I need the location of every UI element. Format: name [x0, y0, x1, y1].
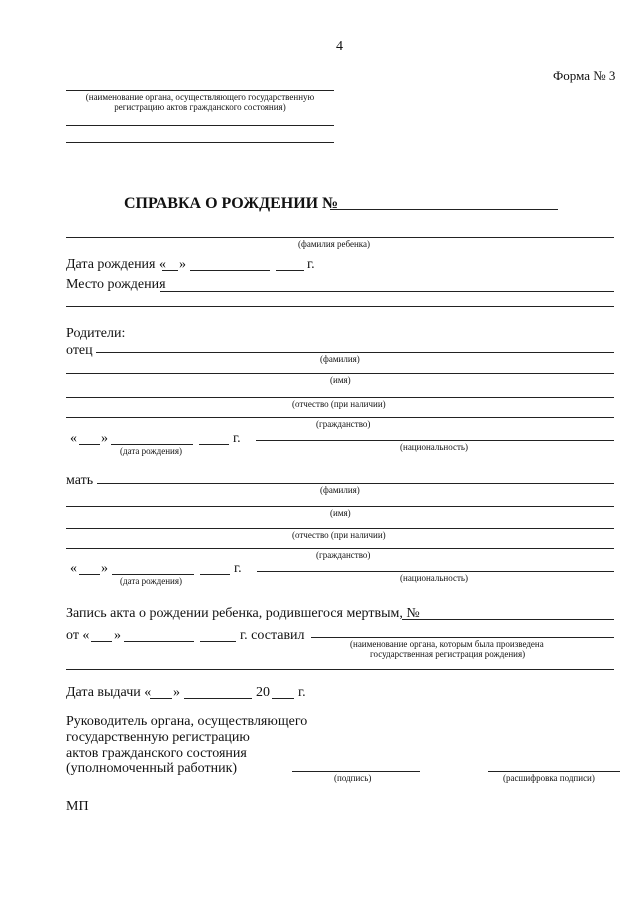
issue-year-suffix: г.: [298, 685, 306, 700]
birth-year-suffix: г.: [307, 257, 315, 272]
father-nationality-caption: (национальность): [400, 442, 468, 452]
record-close-quote: »: [114, 628, 121, 643]
issue-year-prefix: 20: [256, 685, 270, 700]
mother-year-suffix: г.: [234, 561, 242, 576]
issue-year-line: [272, 698, 294, 699]
father-birth-date-caption: (дата рождения): [120, 446, 182, 456]
signature-decoding-caption: (расшифровка подписи): [503, 773, 595, 783]
signature-decoding-line: [488, 771, 620, 772]
mother-birth-month-line: [112, 574, 194, 575]
stamp-place: МП: [66, 799, 89, 814]
record-year-line: [200, 641, 236, 642]
birth-place-label: Место рождения: [66, 277, 166, 292]
mother-surname-line: [97, 483, 614, 484]
org-extra-line-1: [66, 125, 334, 126]
mother-birth-date-caption: (дата рождения): [120, 576, 182, 586]
org-caption-line1: (наименование органа, осуществляющего государственную: [85, 92, 315, 102]
father-name-caption: (имя): [330, 375, 351, 385]
father-birth-month-line: [111, 444, 193, 445]
mother-patronymic-caption: (отчество (при наличии): [292, 530, 386, 540]
record-label: Запись акта о рождении ребенка, родившегося мертвым, №: [66, 606, 420, 621]
signature-caption: (подпись): [334, 773, 372, 783]
mother-nationality-caption: (национальность): [400, 573, 468, 583]
record-compiled-label: г. составил: [240, 628, 305, 643]
head-line2: государственную регистрацию: [66, 730, 250, 745]
issue-day-line: [150, 698, 172, 699]
mother-birth-year-line: [200, 574, 230, 575]
record-org-line-2: [66, 669, 614, 670]
head-line4: (уполномоченный работник): [66, 761, 238, 776]
issue-date-label: Дата выдачи «: [66, 685, 152, 700]
mother-date-open-quote: «: [70, 561, 77, 576]
father-label: отец: [66, 343, 93, 358]
record-org-line: [311, 637, 614, 638]
issue-month-line: [184, 698, 252, 699]
mother-date-close-quote: »: [101, 561, 108, 576]
signature-line: [292, 771, 420, 772]
father-nationality-line: [256, 440, 614, 441]
record-day-line: [91, 641, 112, 642]
mother-nationality-line: [257, 571, 614, 572]
birth-place-line: [160, 291, 614, 292]
mother-birth-day-line: [79, 574, 100, 575]
document-title: СПРАВКА О РОЖДЕНИИ №: [124, 195, 339, 212]
father-birth-day-line: [79, 444, 100, 445]
org-name-line: [66, 90, 334, 91]
birth-place-line-2: [66, 306, 614, 307]
org-extra-line-2: [66, 142, 334, 143]
record-org-caption-line2: государственная регистрация рождения): [370, 649, 526, 659]
parents-heading: Родители:: [66, 326, 126, 341]
child-surname-caption: (фамилия ребенка): [298, 239, 371, 249]
mother-label: мать: [66, 473, 94, 488]
father-citizenship-caption: (гражданство): [316, 419, 371, 429]
father-birth-year-line: [199, 444, 229, 445]
record-month-line: [124, 641, 194, 642]
birth-date-label: Дата рождения «: [66, 257, 166, 272]
record-org-caption-line1: (наименование органа, которым была произведена: [350, 639, 544, 649]
mother-name-caption: (имя): [330, 508, 351, 518]
father-surname-line: [96, 352, 614, 353]
birth-year-line: [276, 270, 304, 271]
birth-day-line: [162, 270, 178, 271]
certificate-number-line: [330, 209, 558, 210]
record-from-label: от «: [66, 628, 90, 643]
mother-surname-caption: (фамилия): [320, 485, 360, 495]
birth-month-line: [190, 270, 270, 271]
page-number: 4: [336, 39, 343, 54]
father-year-suffix: г.: [233, 431, 241, 446]
issue-close-quote: »: [173, 685, 180, 700]
head-line3: актов гражданского состояния: [66, 746, 247, 761]
mother-citizenship-caption: (гражданство): [316, 550, 371, 560]
head-line1: Руководитель органа, осуществляющего: [66, 714, 308, 729]
father-name-line: [66, 373, 614, 374]
org-caption-line2: регистрацию актов гражданского состояния): [114, 102, 286, 112]
father-date-close-quote: »: [101, 431, 108, 446]
child-surname-line: [66, 237, 614, 238]
form-number: Форма № 3: [553, 68, 616, 83]
father-patronymic-caption: (отчество (при наличии): [292, 399, 386, 409]
mother-name-line: [66, 506, 614, 507]
father-surname-caption: (фамилия): [320, 354, 360, 364]
father-date-open-quote: «: [70, 431, 77, 446]
father-citizenship-line: [66, 417, 614, 418]
mother-patronymic-line: [66, 528, 614, 529]
father-patronymic-line: [66, 397, 614, 398]
mother-citizenship-line: [66, 548, 614, 549]
record-number-line: [402, 619, 614, 620]
birth-date-close-quote: »: [179, 257, 186, 272]
